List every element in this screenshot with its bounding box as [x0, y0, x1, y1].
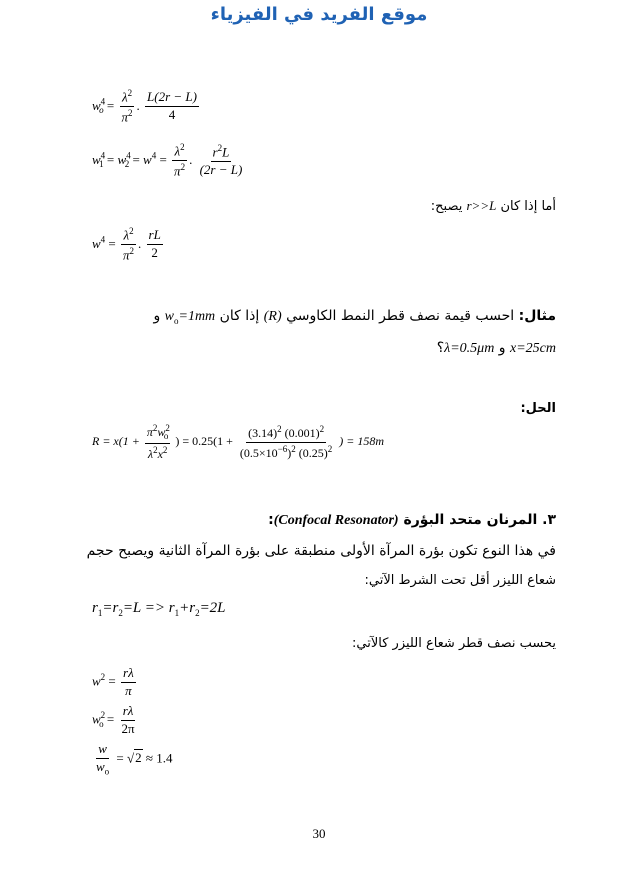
equation-5: $w^2$ = $\frac{r\lambda}{\pi}$ — [92, 665, 134, 698]
equation-4: R = x(1 + $\frac{\pi^2w^2_o}{\lambda^2x^2}$ ) = 0.25(1 + $\frac{(3.14)^2 (0.001)^2}{(0.5\times 10^{-6})^2 (0.25)^2}$ ) = 158m — [92, 423, 385, 461]
example-line-2: x=25cm و λ=0.5μm؟ — [436, 340, 556, 356]
sqrt-symbol: √2 — [127, 750, 142, 766]
calc-text: يحسب نصف قطر شعاع الليزر كالآتي: — [352, 636, 556, 651]
page-number: 30 — [312, 826, 326, 841]
equation-3: $w^4$ = $\frac{\lambda^2}{\pi^2}$ . $\frac{rL}{2}$ — [92, 226, 161, 263]
equation-7: $\frac{w}{w_o}$ = √2 ≈ 1.4 — [96, 741, 173, 777]
site-header-title: موقع الفريد في الفيزياء — [210, 4, 428, 25]
equation-6: $w^2_o$ = $\frac{r\lambda}{2\pi}$ — [92, 703, 135, 736]
example-line-1: مثال: احسب قيمة نصف قطر النمط الكاوسي (R) إذا كان $w_o=1mm$ و — [153, 308, 556, 326]
section-heading: ٣. المرنان متحد البؤرة (Confocal Resonator): — [268, 512, 556, 528]
confocal-condition: $r_1=r_2=L => r_1+r_2=2L$ — [92, 600, 226, 618]
paragraph-line-1: في هذا النوع تكون بؤرة المرآة الأولى منطبقة على بؤرة المرآة الثانية ويصبح حجم — [86, 543, 556, 559]
solution-label: الحل: — [520, 401, 556, 416]
condition-text: أما إذا كان r>>L يصبح: — [430, 198, 556, 214]
equation-1: $w^4_o$ = $\frac{\lambda^2}{\pi^2}$ . $\frac{L(2r - L)}{4}$ — [92, 88, 197, 125]
paragraph-line-2: شعاع الليزر أقل تحت الشرط الآتي: — [364, 573, 556, 588]
equation-2: $w^4_1 = w^4_2 = w^4$ = $\frac{\lambda^2}{\pi^2}$ . $\frac{r^2L}{(2r - L)}$ — [92, 142, 243, 179]
